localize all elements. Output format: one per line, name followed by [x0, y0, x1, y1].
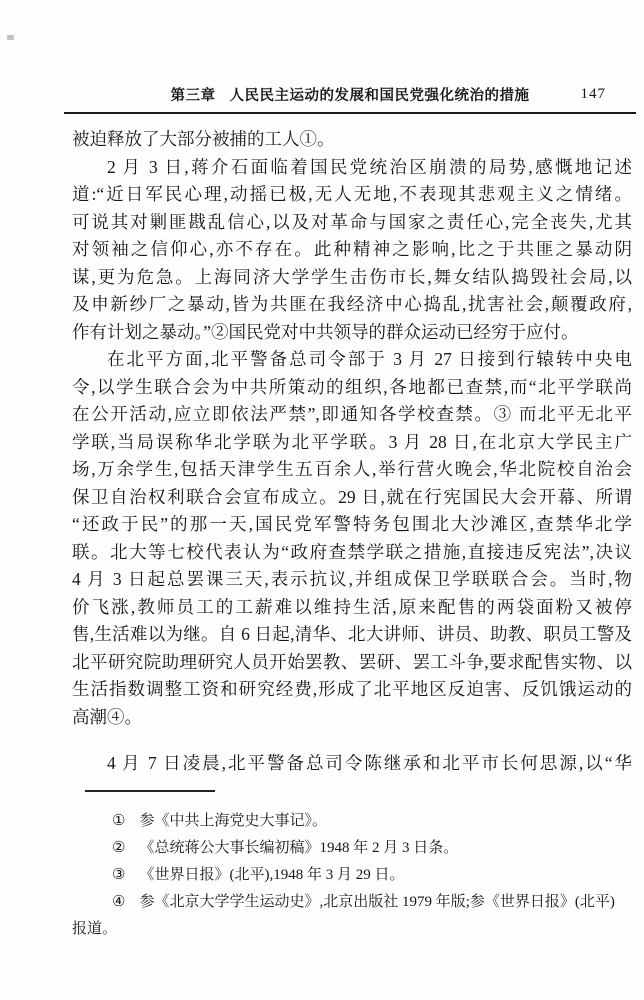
footnote-line: 报道。: [72, 921, 118, 937]
chapter-label: 第三章: [170, 88, 216, 104]
footnote-line: ① 参《中共上海党史大事记》。: [72, 808, 632, 835]
text-line: 谋,更为危急。上海同济大学学生击伤市长,舞女结队捣毁社会局,以: [72, 266, 632, 287]
footnote-separator: [85, 790, 215, 792]
text-line: 可说其对剿匪戡乱信心,以及对革命与国家之责任心,完全丧失,尤其: [72, 211, 632, 232]
text-line: 2 月 3 日,蒋介石面临着国民党统治区崩溃的局势,感慨地记述: [107, 156, 632, 177]
body-text: [72, 126, 632, 778]
page-number: 147: [580, 86, 606, 102]
footnote-line: ④ 参《北京大学学生运动史》,北京出版社 1979 年版;参《世界日报》(北平): [72, 889, 632, 916]
running-head-title: [64, 84, 636, 105]
text-line: “还政于民”的那一天,国民党军警特务包围北大沙滩区,查禁华北学: [72, 514, 632, 534]
text-line: 保卫自治权利联合会宣布成立。29 日,就在行宪国民大会开幕、所谓: [72, 486, 632, 507]
text-line: 道:“近日军民心理,动摇已极,无人无地,不表现其悲观主义之情绪。: [72, 184, 632, 204]
text-line: 学联,当局误称华北学联为北平学联。3 月 28 日,在北京大学民主广: [72, 431, 632, 452]
text-line: 价飞涨,教师员工的工薪难以维持生活,原来配售的两袋面粉又被停: [72, 596, 632, 617]
footnote-marker: ②: [112, 840, 126, 856]
text-line: 4 月 7 日凌晨,北平警备总司令陈继承和北平市长何思源,以“华: [107, 753, 632, 773]
text-line: 令,以学生联合会为中共所策动的组织,各地都已查禁,而“北平学联尚: [72, 376, 632, 397]
footnote-marker: ①: [112, 813, 126, 829]
footnote-line: ③ 《世界日报》(北平),1948 年 3 月 29 日。: [72, 862, 632, 889]
footnote-marker: ③: [112, 867, 126, 883]
text-line: 联。北大等七校代表认为“政府查禁学联之措施,直接违反宪法”,决议: [72, 541, 632, 562]
footnotes: [72, 808, 632, 943]
running-head: [64, 80, 636, 114]
text-line: 作有计划之暴动。”②国民党对中共领导的群众运动已经穷于应付。: [72, 321, 579, 342]
text-line: 4 月 3 日起总罢课三天,表示抗议,并组成保卫学联联合会。当时,物: [72, 569, 632, 589]
text-line: 在公开活动,应立即依法严禁”,即通知各学校查禁。③ 而北平无北平: [72, 404, 632, 424]
text-line: 场,万余学生,包括天津学生五百余人,举行营火晚会,华北院校自治会: [72, 459, 632, 479]
scan-artifact: [7, 35, 14, 40]
text-line: 对领袖之信仰心,亦不存在。此种精神之影响,比之于共匪之暴动阴: [72, 239, 632, 259]
text-line: 售,生活难以为继。自 6 日起,清华、北大讲师、讲员、助教、职员工警及: [72, 624, 632, 644]
footnote-line: ② 《总统蒋公大事长编初稿》1948 年 2 月 3 日条。: [72, 835, 632, 862]
text-line: 北平研究院助理研究人员开始罢教、罢研、罢工斗争,要求配售实物、以: [72, 651, 632, 672]
footnote-marker: ④: [112, 894, 126, 910]
chapter-title: 人民民主运动的发展和国民党强化统治的措施: [229, 88, 530, 104]
text-line: 生活指数调整工资和研究经费,形成了北平地区反迫害、反饥饿运动的: [72, 679, 632, 699]
text-line: 在北平方面,北平警备总司令部于 3 月 27 日接到行辕转中央电: [107, 349, 632, 369]
text-line: 被迫释放了大部分被捕的工人①。: [72, 129, 335, 149]
text-line: 高潮④。: [72, 706, 142, 727]
text-line: 及申新纱厂之暴动,皆为共匪在我经济中心捣乱,扰害社会,颠覆政府,: [72, 294, 632, 314]
